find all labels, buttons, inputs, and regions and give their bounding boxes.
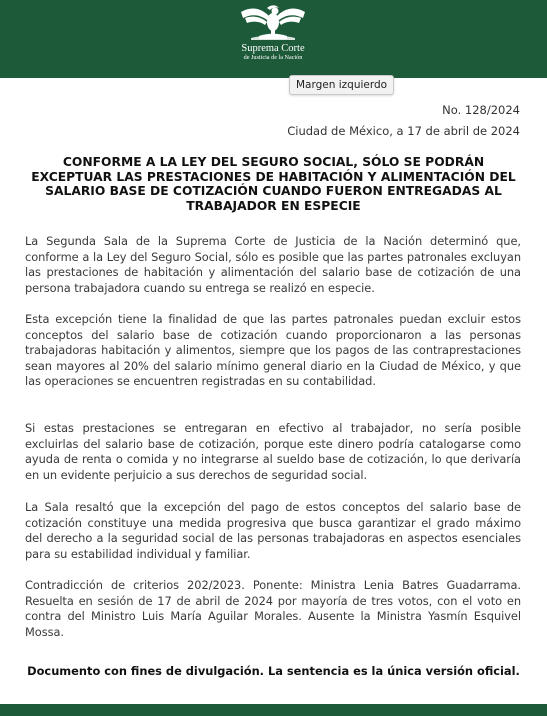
paragraph-1: La Segunda Sala de la Suprema Corte de Justicia de la Nación determinó que, conforme a la Ley del Seguro Social, sólo es posible que las partes patronales excluyan las prestaciones de habitación y alimentación del salario base de cotización de una persona trabajadora cuando su entrega se realizó en especie. [25, 234, 521, 295]
press-release-title: CONFORME A LA LEY DEL SEGURO SOCIAL, SÓLO SE PODRÁN EXCEPTUAR LAS PRESTACIONES DE HABITACIÓN Y ALIMENTACIÓN DEL SALARIO BASE DE COTIZACIÓN CUANDO FUERON ENTREGADAS AL TRABAJADOR EN ESPECIE [31, 155, 516, 213]
paragraph-2: Esta excepción tiene la finalidad de que las partes patronales puedan excluir estos conceptos del salario base de cotización cuando proporcionaron a las personas trabajadoras habitación y alimentos, siempre que los pagos de las contraprestaciones sean mayores al 20% del salario mínimo general diario en la Ciudad de México, y que las operaciones se encuentren registradas en su contabilidad. [25, 312, 521, 389]
logo-subtitle: de Justicia de la Nación [243, 54, 303, 61]
paragraph-4: La Sala resaltó que la excepción del pago de estos conceptos del salario base de cotización constituye una medida progresiva que busca garantizar el grado máximo del derecho a la seguridad social de las personas trabajadoras en aspectos esenciales para su estabilidad individual y familiar. [25, 500, 521, 561]
left-margin-tooltip: Margen izquierdo [289, 75, 394, 95]
logo-title: Suprema Corte [241, 43, 305, 54]
header-bar [0, 0, 547, 78]
bulletin-number: No. 128/2024 [442, 103, 520, 117]
place-date: Ciudad de México, a 17 de abril de 2024 [287, 124, 520, 138]
eagle-emblem-icon [237, 2, 309, 42]
scjn-logo [233, 2, 313, 72]
footer-bar [0, 704, 547, 716]
disclaimer-note: Documento con fines de divulgación. La sentencia es la única versión oficial. [27, 664, 520, 678]
paragraph-3: Si estas prestaciones se entregaran en efectivo al trabajador, no sería posible excluirlas del salario base de cotización, porque este dinero podría catalogarse como ayuda de renta o comida y no integrarse al sueldo base de cotización, lo que derivaría en un evidente perjuicio a sus derechos de seguridad social. [25, 421, 521, 482]
paragraph-5: Contradicción de criterios 202/2023. Ponente: Ministra Lenia Batres Guadarrama. Resuelta en sesión de 17 de abril de 2024 por mayoría de tres votos, con el voto en contra del Ministro Luis María Aguilar Morales. Ausente la Ministra Yasmín Esquivel Mossa. [25, 578, 521, 639]
